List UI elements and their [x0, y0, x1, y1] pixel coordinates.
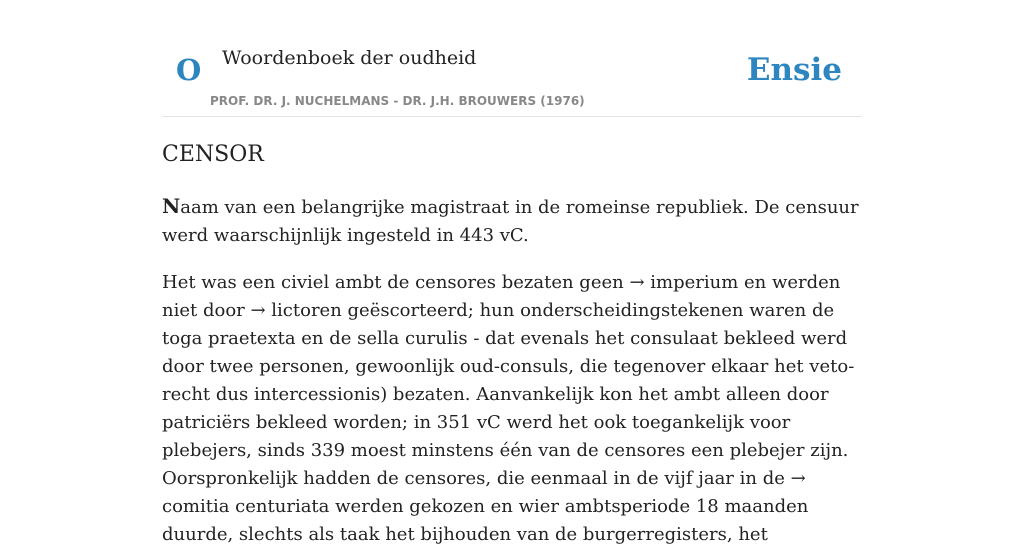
- entry-paragraph-1: [162, 192, 862, 250]
- entry-paragraph-2: [162, 269, 862, 549]
- book-title-link[interactable]: Woordenboek der oudheid: [222, 47, 477, 69]
- paragraph-1-text: aam van een belangrijke magistraat in de romeinse republiek. De censuur werd waarschijnlijk ingesteld in 443 vC.: [162, 197, 859, 246]
- entry-title: CENSOR: [162, 142, 264, 167]
- paragraph-2-text-d: werden gekozen en wier ambtsperiode 18 maanden duurde, slechts als taak het bijhouden van de burgerregisters, het: [162, 496, 809, 545]
- header: [162, 0, 862, 117]
- entry-content: [162, 140, 862, 549]
- ensie-logo-link[interactable]: Ensie: [746, 52, 842, 88]
- letter-index-link[interactable]: O: [176, 53, 202, 87]
- dropcap-letter: N: [162, 194, 181, 218]
- lictoren-link[interactable]: → lictoren: [250, 300, 342, 321]
- paragraph-2-text-b: en werden niet door: [162, 272, 841, 321]
- imperium-link[interactable]: → imperium: [629, 272, 739, 293]
- comitia-centuriata-link[interactable]: → comitia centuriata: [162, 468, 806, 517]
- book-authors: PROF. DR. J. NUCHELMANS - DR. J.H. BROUWERS (1976): [210, 94, 585, 108]
- paragraph-2-text-a: Het was een civiel ambt de censores bezaten geen: [162, 272, 630, 293]
- paragraph-2-text-c: geëscorteerd; hun onderscheidingstekenen waren de toga praetexta en de sella curulis - dat evenals het consulaat bekleed werd door twee personen, gewoonlijk oud-consuls, die tegenover elkaar het veto-recht dus intercessionis) bezaten. Aanvankelijk kon het ambt alleen door patriciërs bekleed worden; in 351 vC werd het ook toegankelijk voor plebejers, sinds 339 moest minstens één van de censores een plebejer zijn. Oorspronkelijk hadden de censores, die eenmaal in de vijf jaar in de: [162, 300, 855, 489]
